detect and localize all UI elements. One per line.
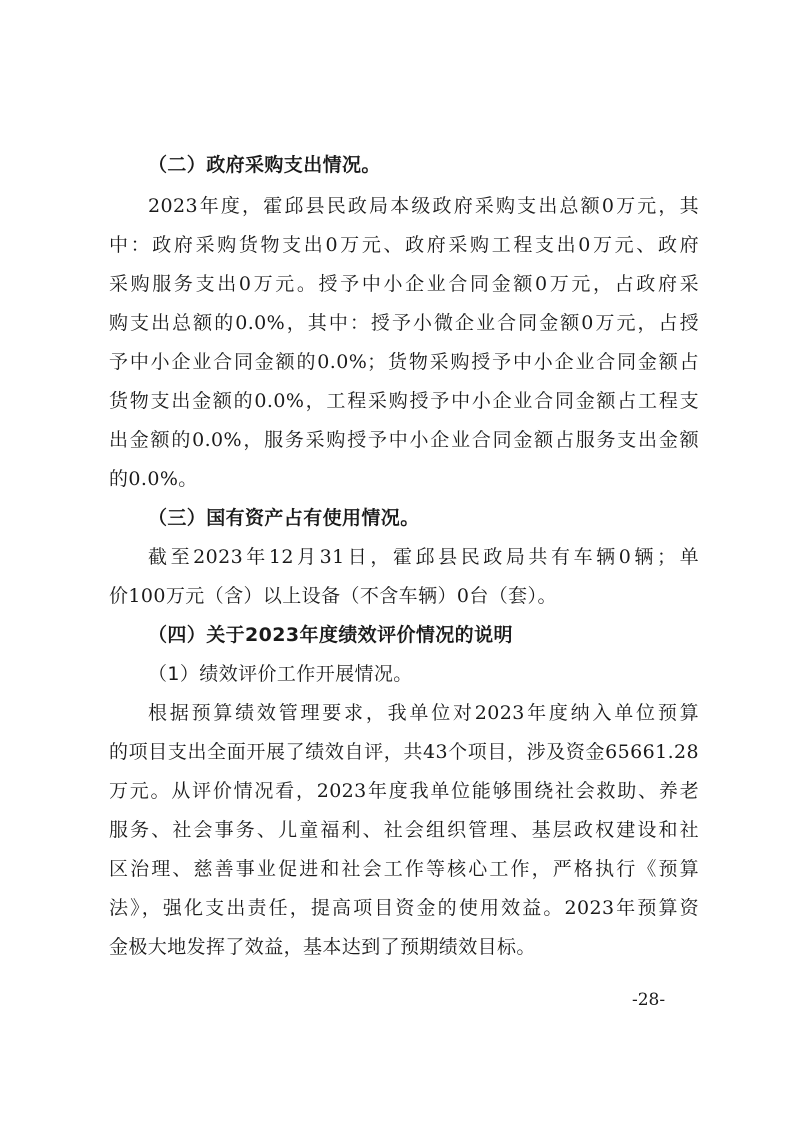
- procurement-line-2: 中：政府采购货物支出0万元、政府采购工程支出0万元、政府: [109, 234, 699, 256]
- assets-heading: （三）国有资产占有使用情况。: [148, 507, 420, 529]
- procurement-line-5: 予中小企业合同金额的0.0%；货物采购授予中小企业合同金额占: [109, 351, 699, 373]
- procurement-line-8: 的0.0%。: [109, 468, 198, 490]
- assets-line-1: 截至2023年12月31日，霍邱县民政局共有车辆0辆；单: [148, 546, 699, 568]
- procurement-heading: （二）政府采购支出情况。: [148, 154, 381, 176]
- procurement-line-7: 出金额的0.0%，服务采购授予中小企业合同金额占服务支出金额: [109, 429, 699, 451]
- performance-line-3: 万元。从评价情况看，2023年度我单位能够围绕社会救助、养老: [109, 780, 699, 802]
- performance-heading: （四）关于2023年度绩效评价情况的说明: [148, 624, 513, 646]
- procurement-line-4: 购支出总额的0.0%，其中：授予小微企业合同金额0万元，占授: [109, 312, 699, 334]
- page-number: -28-: [632, 990, 666, 1010]
- performance-subheading: （1）绩效评价工作开展情况。: [148, 663, 413, 685]
- procurement-line-1: 2023年度，霍邱县民政局本级政府采购支出总额0万元，其: [148, 195, 699, 217]
- performance-line-7: 金极大地发挥了效益，基本达到了预期绩效目标。: [109, 936, 536, 958]
- procurement-line-3: 采购服务支出0万元。授予中小企业合同金额0万元，占政府采: [109, 273, 699, 295]
- performance-line-2: 的项目支出全面开展了绩效自评，共43个项目，涉及资金65661.28: [109, 741, 699, 763]
- performance-line-1: 根据预算绩效管理要求，我单位对2023年度纳入单位预算: [148, 702, 699, 724]
- assets-line-2: 价100万元（含）以上设备（不含车辆）0台（套）。: [109, 585, 557, 607]
- procurement-line-6: 货物支出金额的0.0%，工程采购授予中小企业合同金额占工程支: [109, 390, 699, 412]
- performance-line-6: 法》，强化支出责任，提高项目资金的使用效益。2023年预算资: [109, 897, 699, 919]
- performance-line-5: 区治理、慈善事业促进和社会工作等核心工作，严格执行《预算: [109, 858, 699, 880]
- performance-line-4: 服务、社会事务、儿童福利、社会组织管理、基层政权建设和社: [109, 819, 699, 841]
